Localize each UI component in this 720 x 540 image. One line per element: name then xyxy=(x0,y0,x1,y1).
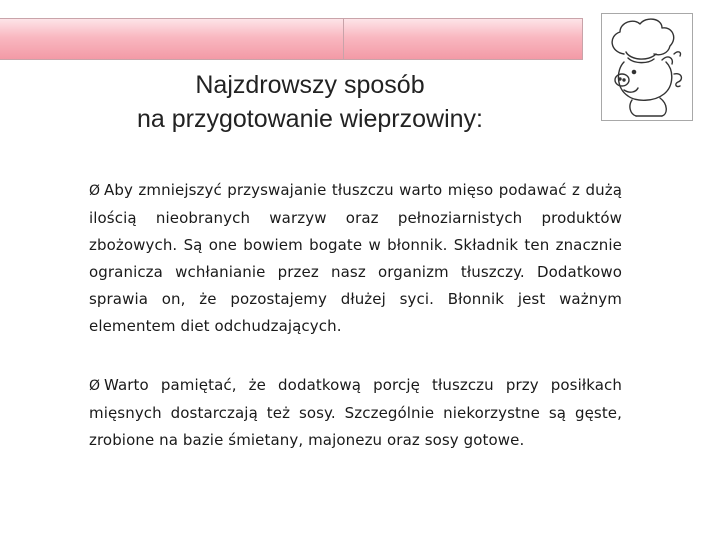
arrow-bullet-icon: Ø xyxy=(89,378,101,394)
title-line-1: Najzdrowszy sposób xyxy=(195,71,425,99)
logo-frame xyxy=(601,13,693,121)
page-title xyxy=(80,68,540,136)
bullet-text: Warto pamiętać, że dodatkową porcję tłuszczu przy posiłkach mięsnych dostarczają też sosy. Szczególnie niekorzystne są gęste, zrobione na bazie śmietany, majonezu oraz sosy gotowe. xyxy=(89,376,622,449)
chef-pig-icon xyxy=(602,14,692,120)
arrow-bullet-icon: Ø xyxy=(89,183,101,199)
decorative-header-bar xyxy=(0,18,583,60)
bullet-paragraph-2 xyxy=(89,372,622,454)
header-bar-segment xyxy=(0,19,344,59)
header-bar-segment xyxy=(343,19,583,59)
title-line-2: na przygotowanie wieprzowiny: xyxy=(136,105,483,133)
bullet-paragraph-1 xyxy=(89,177,622,340)
bullet-text: Aby zmniejszyć przyswajanie tłuszczu warto mięso podawać z dużą ilością nieobranych warzyw oraz pełnoziarnistych produktów zbożowych. Są one bowiem bogate w błonnik. Składnik ten znacznie ogranicza wchłanianie przez nasz organizm tłuszczy. Dodatkowo sprawia on, że pozostajemy dłużej syci. Błonnik jest ważnym elementem diet odchudzających. xyxy=(89,181,622,335)
